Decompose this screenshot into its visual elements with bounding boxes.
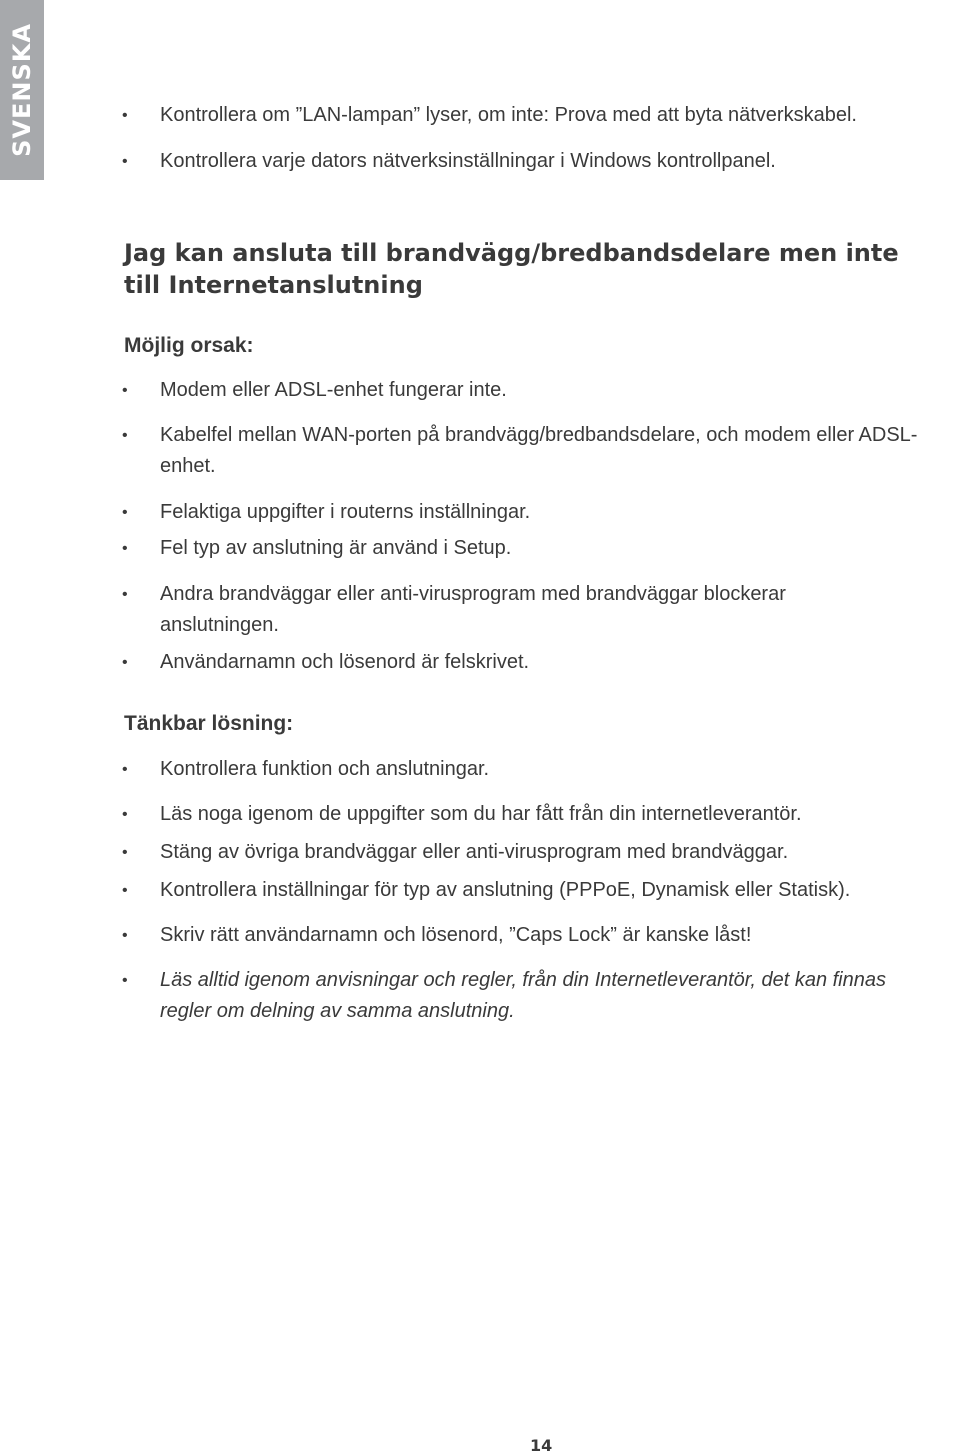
section-title: Jag kan ansluta till brandvägg/bredbandsdelare men inte till Internetanslutning bbox=[124, 239, 899, 299]
cause-list-6 bbox=[0, 647, 960, 678]
cause-list bbox=[0, 375, 960, 406]
list-item: • Stäng av övriga brandväggar eller anti-virusprogram med brandväggar. bbox=[0, 837, 960, 868]
bullet-icon: • bbox=[122, 761, 128, 778]
cause-list-5 bbox=[0, 579, 960, 641]
intro-bullet-list bbox=[0, 100, 960, 131]
cause-heading: Möjlig orsak: bbox=[124, 334, 254, 357]
solution-list-6 bbox=[0, 965, 960, 1027]
list-item: • Kontrollera om ”LAN-lampan” lyser, om inte: Prova med att byta nätverkskabel. bbox=[0, 100, 960, 131]
bullet-icon: • bbox=[122, 107, 128, 124]
list-item: • Kontrollera inställningar för typ av anslutning (PPPoE, Dynamisk eller Statisk). bbox=[0, 875, 960, 906]
solution-list-2 bbox=[0, 799, 960, 830]
bullet-icon: • bbox=[122, 427, 128, 444]
list-item: • Skriv rätt användarnamn och lösenord, ”Caps Lock” är kanske låst! bbox=[0, 920, 960, 951]
bullet-icon: • bbox=[122, 586, 128, 603]
list-item: • Fel typ av anslutning är använd i Setup. bbox=[0, 533, 960, 564]
bullet-icon: • bbox=[122, 806, 128, 823]
cause-list-4 bbox=[0, 533, 960, 564]
bullet-icon: • bbox=[122, 972, 128, 989]
cause-list-2 bbox=[0, 420, 960, 482]
bullet-icon: • bbox=[122, 844, 128, 861]
solution-list bbox=[0, 754, 960, 785]
list-item: • Andra brandväggar eller anti-virusprogram med brandväggar blockerar anslutningen. bbox=[0, 579, 960, 641]
solution-list-5 bbox=[0, 920, 960, 951]
bullet-icon: • bbox=[122, 540, 128, 557]
solution-list-3 bbox=[0, 837, 960, 868]
solution-heading: Tänkbar lösning: bbox=[124, 712, 294, 735]
list-item: • Modem eller ADSL-enhet fungerar inte. bbox=[0, 375, 960, 406]
list-item: • Läs noga igenom de uppgifter som du har fått från din internetleverantör. bbox=[0, 799, 960, 830]
list-item: • Kontrollera funktion och anslutningar. bbox=[0, 754, 960, 785]
intro-bullet-list-2 bbox=[0, 146, 960, 177]
list-item: • Kontrollera varje dators nätverksinställningar i Windows kontrollpanel. bbox=[0, 146, 960, 177]
bullet-icon: • bbox=[122, 927, 128, 944]
list-item: • Läs alltid igenom anvisningar och regler, från din Internetleverantör, det kan finnas regler om delning av samma anslutning. bbox=[0, 965, 960, 1027]
bullet-icon: • bbox=[122, 504, 128, 521]
bullet-icon: • bbox=[122, 654, 128, 671]
language-tab-label: SVENSKA bbox=[8, 23, 36, 157]
list-item: • Felaktiga uppgifter i routerns inställningar. bbox=[0, 497, 960, 528]
solution-list-4 bbox=[0, 875, 960, 906]
list-item: • Kabelfel mellan WAN-porten på brandvägg/bredbandsdelare, och modem eller ADSL-enhet. bbox=[0, 420, 960, 482]
bullet-icon: • bbox=[122, 382, 128, 399]
page-number: 14 bbox=[530, 1436, 553, 1455]
bullet-icon: • bbox=[122, 882, 128, 899]
bullet-icon: • bbox=[122, 153, 128, 170]
list-item: • Användarnamn och lösenord är felskrivet. bbox=[0, 647, 960, 678]
cause-list-3 bbox=[0, 497, 960, 528]
